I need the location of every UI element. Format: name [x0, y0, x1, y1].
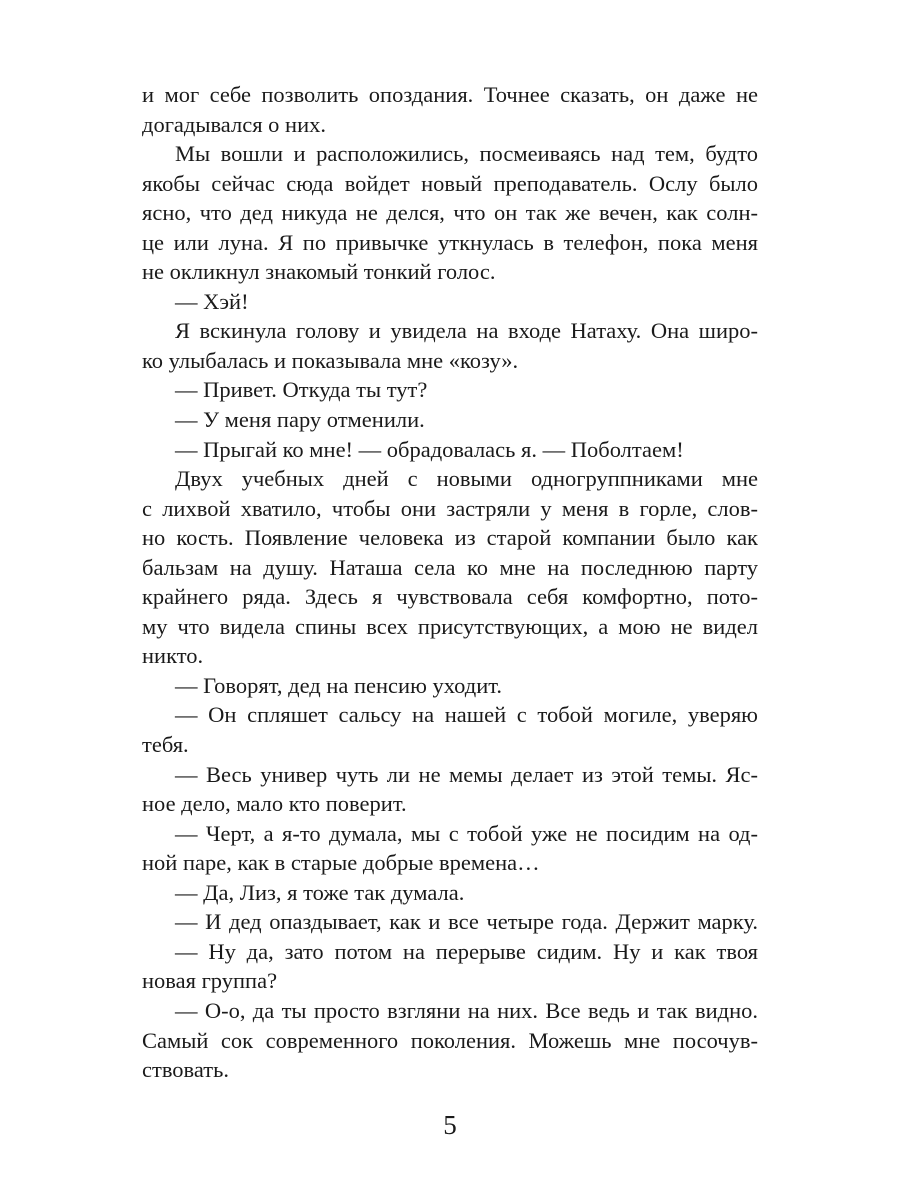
text-line: с лихвой хватило, чтобы они застряли у меня в горле, слов-: [142, 495, 758, 521]
text-line: тебя.: [142, 732, 189, 758]
text-line: ко улыбалась и показывала мне «козу».: [142, 347, 519, 373]
text-line: — Весь универ чуть ли не мемы делает из этой темы. Яс-: [175, 761, 758, 787]
text-line: ясно, что дед никуда не делся, что он так же вечен, как солн-: [142, 200, 758, 226]
text-line: — Хэй!: [175, 288, 249, 314]
text-line: никто.: [142, 643, 204, 669]
text-line: — Ну да, зато потом на перерыве сидим. Ну и как твоя: [175, 938, 758, 964]
text-line: — Говорят, дед на пенсию уходит.: [175, 672, 503, 698]
text-line: — У меня пару отменили.: [175, 407, 425, 433]
text-line: — И дед опаздывает, как и все четыре года. Держит марку.: [175, 909, 758, 935]
text-line: ное дело, мало кто поверит.: [142, 791, 407, 817]
text-line: крайнего ряда. Здесь я чувствовала себя комфортно, пото-: [142, 584, 758, 610]
text-line: — Прыгай ко мне! — обрадовалась я. — Поболтаем!: [175, 436, 684, 462]
text-line: — Черт, а я-то думала, мы с тобой уже не посидим на од-: [175, 820, 758, 846]
text-line: це или луна. Я по привычке уткнулась в телефон, пока меня: [142, 229, 758, 255]
text-line: ствовать.: [142, 1057, 229, 1083]
text-line: — Да, Лиз, я тоже так думала.: [175, 879, 465, 905]
text-line: ной паре, как в старые добрые времена…: [142, 850, 540, 876]
text-line: якобы сейчас сюда войдет новый преподаватель. Ослу было: [142, 170, 758, 196]
text-line: Я вскинула голову и увидела на входе Натаху. Она широ-: [175, 318, 758, 344]
text-line: бальзам на душу. Наташа села ко мне на последнюю парту: [142, 554, 758, 580]
text-line: Двух учебных дней с новыми одногруппниками мне: [175, 466, 758, 492]
text-line: Самый сок современного поколения. Можешь мне посочув-: [142, 1027, 758, 1053]
text-line: — Он спляшет сальсу на нашей с тобой могиле, уверяю: [175, 702, 758, 728]
text-line: и мог себе позволить опоздания. Точнее сказать, он даже не: [142, 82, 758, 107]
text-line: не окликнул знакомый тонкий голос.: [142, 259, 496, 285]
text-line: му что видела спины всех присутствующих, а мою не видел: [142, 613, 758, 639]
text-line: новая группа?: [142, 968, 278, 994]
text-line: — Привет. Откуда ты тут?: [175, 377, 428, 403]
page-body: [142, 80, 758, 1085]
text-line: но кость. Появление человека из старой компании было как: [142, 525, 758, 551]
text-line: — О-о, да ты просто взгляни на них. Все ведь и так видно.: [175, 997, 758, 1023]
text-line: догадывался о них.: [142, 111, 327, 137]
page-number: 5: [443, 1110, 457, 1140]
text-line: Мы вошли и расположились, посмеиваясь над тем, будто: [175, 141, 758, 167]
